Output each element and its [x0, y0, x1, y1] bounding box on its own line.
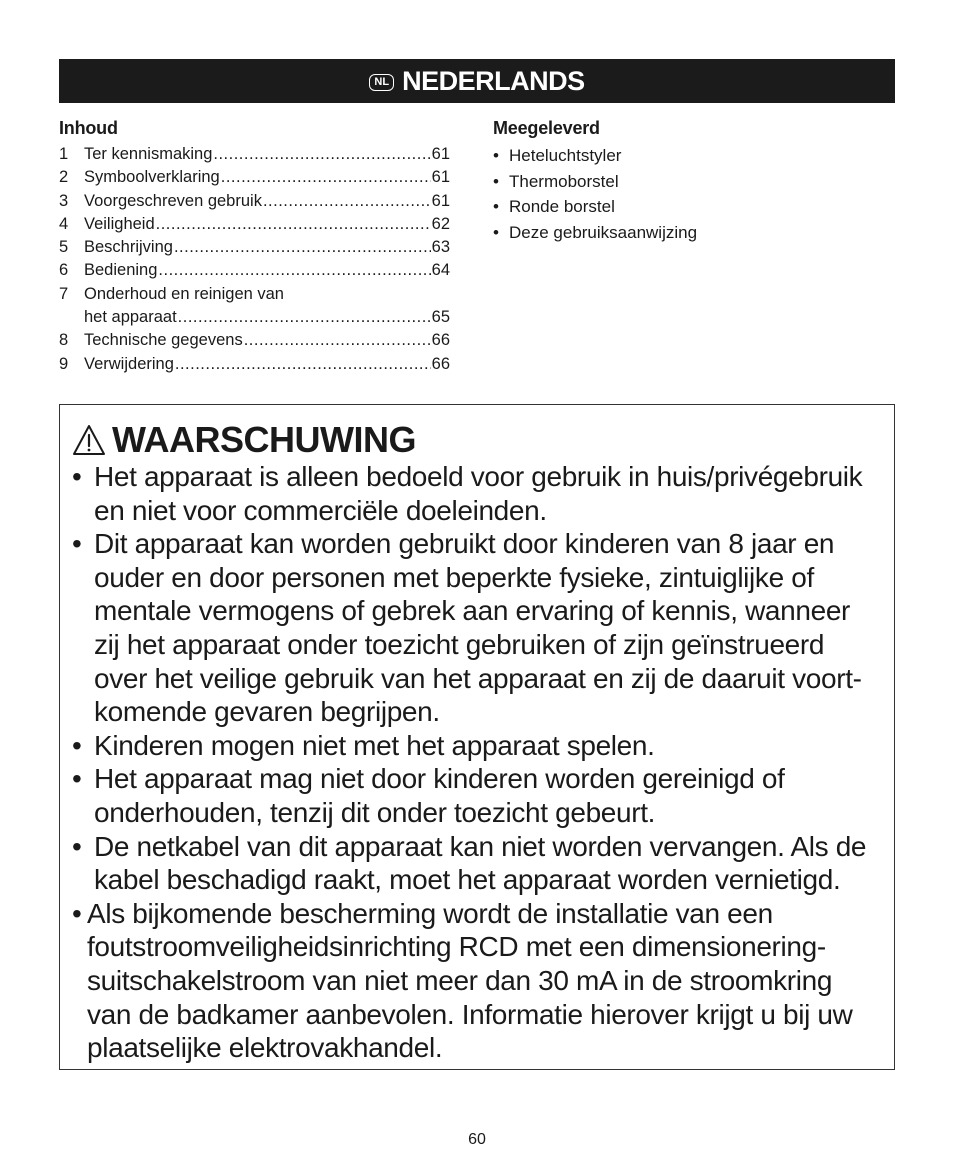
toc-number: 9 — [59, 354, 69, 373]
warning-triangle-icon — [72, 424, 106, 456]
supplied-item — [493, 194, 893, 220]
supplied-item-label: Deze gebruiksaanwijzing — [509, 222, 698, 242]
toc-number: 7 — [59, 284, 69, 303]
bullet-icon: • — [493, 146, 499, 165]
warning-text-line: De netkabel van dit apparaat kan niet worden vervangen. Als de — [94, 830, 867, 862]
warning-item — [72, 527, 890, 729]
toc-number: 1 — [59, 145, 69, 163]
warning-text-line: komende gevaren begrijpen. — [94, 696, 440, 728]
toc-number: 3 — [59, 191, 69, 210]
toc-title: Bediening — [84, 261, 158, 280]
toc-title: Onderhoud en reinigen van — [84, 284, 284, 303]
warning-item — [72, 830, 890, 897]
toc-title: Beschrijving — [84, 238, 173, 257]
warning-item-text — [87, 897, 853, 1065]
toc-row — [59, 329, 450, 352]
toc-leader-dots — [213, 143, 430, 166]
toc-title: Ter kennismaking — [84, 145, 213, 163]
toc-title: Veiligheid — [84, 214, 155, 233]
warning-list — [72, 460, 890, 1065]
toc-page-number: 66 — [431, 331, 450, 350]
bullet-icon: • — [72, 461, 82, 492]
toc-row — [59, 213, 450, 236]
supplied-item-label: Heteluchtstyler — [509, 146, 622, 165]
warning-text-line: kabel beschadigd raakt, moet het apparaat worden vernietigd. — [94, 864, 841, 896]
toc-page-number: 66 — [431, 354, 450, 373]
bullet-icon: • — [72, 830, 82, 862]
toc-page-number: 61 — [431, 145, 450, 163]
warning-item — [72, 897, 890, 1065]
supplied-item — [493, 169, 893, 195]
toc-number: 2 — [59, 168, 69, 187]
warning-text-line: van de badkamer aanbevolen. Informatie hierover krijgt u bij uw — [87, 998, 853, 1030]
warning-text-line: Het apparaat is alleen bedoeld voor gebruik in huis/privégebruik — [94, 461, 863, 492]
toc-row — [59, 236, 450, 259]
warning-text-line: foutstroomveiligheidsinrichting RCD met een dimensionering- — [87, 931, 826, 963]
warning-text-line: over het veilige gebruik van het apparaat en zij de daaruit voort- — [94, 662, 862, 694]
warning-text-line: Kinderen mogen niet met het apparaat spelen. — [94, 729, 655, 761]
warning-text-line: onderhouden, tenzij dit onder toezicht gebeurt. — [94, 796, 656, 828]
toc-leader-dots — [156, 213, 431, 236]
warning-title: WAARSCHUWING — [112, 419, 416, 460]
toc-row — [59, 143, 450, 166]
supplied-item-label: Ronde borstel — [509, 197, 615, 216]
supplied-item — [493, 143, 893, 169]
warning-box — [59, 404, 895, 1070]
toc-title-continuation: het apparaat — [84, 308, 177, 327]
toc-leader-dots — [263, 190, 431, 213]
supplied-item-label: Thermoborstel — [509, 171, 619, 191]
toc-number: 6 — [59, 261, 69, 280]
bullet-icon: • — [72, 528, 82, 560]
warning-text-line: ouder en door personen met beperkte fysieke, zintuiglijke of — [94, 561, 814, 593]
bullet-icon: • — [72, 729, 82, 761]
warning-text-line: zij het apparaat onder toezicht gebruiken of zijn geïnstrueerd — [94, 628, 825, 660]
bullet-icon: • — [493, 222, 499, 242]
toc-title: Symboolverklaring — [84, 168, 220, 187]
warning-text-line: plaatselijke elektrovakhandel. — [87, 1032, 443, 1064]
toc-page-number: 61 — [431, 191, 450, 210]
page-number: 60 — [468, 1131, 486, 1148]
language-code-badge: NL — [369, 74, 394, 91]
supplied-list — [493, 143, 893, 245]
toc-leader-dots — [244, 329, 431, 352]
toc-number: 5 — [59, 238, 69, 257]
toc-row — [59, 353, 450, 376]
table-of-contents — [59, 118, 450, 376]
language-header-bar — [59, 59, 895, 103]
warning-item-text — [94, 830, 866, 897]
toc-number: 4 — [59, 214, 69, 233]
toc-page-number: 64 — [431, 261, 450, 280]
warning-text-line: mentale vermogens of gebrek aan ervaring of kennis, wanneer — [94, 595, 851, 627]
warning-item-text — [94, 762, 785, 829]
contents-heading: Inhoud — [59, 118, 118, 138]
warning-item — [72, 762, 890, 829]
contents-list — [59, 143, 450, 376]
toc-title: Technische gegevens — [84, 331, 243, 350]
warning-text-line: Dit apparaat kan worden gebruikt door kinderen van 8 jaar en — [94, 528, 835, 560]
bullet-icon: • — [72, 763, 82, 795]
language-title: NEDERLANDS — [402, 65, 585, 96]
toc-leader-dots — [158, 259, 430, 282]
toc-page-number: 61 — [431, 168, 450, 187]
toc-row — [59, 283, 450, 306]
warning-item — [72, 460, 890, 527]
warning-text-line: suitschakelstroom van niet meer dan 30 mA in de stroomkring — [87, 964, 833, 996]
bullet-icon: • — [493, 171, 499, 191]
warning-text-line: en niet voor commerciële doeleinden. — [94, 494, 547, 526]
warning-item-text — [94, 460, 862, 527]
toc-number: 8 — [59, 331, 69, 350]
toc-leader-dots — [175, 353, 431, 376]
toc-row — [59, 166, 450, 189]
toc-row — [59, 259, 450, 282]
toc-page-number: 62 — [431, 214, 450, 233]
toc-row — [59, 190, 450, 213]
toc-title: Voorgeschreven gebruik — [84, 191, 262, 210]
supplied-heading: Meegeleverd — [493, 118, 600, 138]
warning-text-line: Als bijkomende bescherming wordt de installatie van een — [87, 897, 773, 929]
toc-page-number: 65 — [431, 308, 450, 327]
toc-page-number: 63 — [431, 238, 450, 257]
supplied-items-section — [493, 118, 893, 245]
toc-leader-dots — [221, 166, 431, 189]
warning-item-text — [94, 527, 862, 729]
bullet-icon: • — [72, 897, 82, 929]
toc-title: Verwijdering — [84, 354, 174, 373]
warning-item — [72, 729, 890, 763]
toc-row-continuation — [59, 306, 450, 329]
warning-text-line: Het apparaat mag niet door kinderen worden gereinigd of — [94, 763, 785, 795]
toc-leader-dots — [178, 306, 431, 329]
bullet-icon: • — [493, 197, 499, 216]
warning-item-text — [94, 729, 655, 763]
warning-header — [72, 419, 416, 461]
toc-leader-dots — [174, 236, 431, 259]
supplied-item — [493, 220, 893, 246]
